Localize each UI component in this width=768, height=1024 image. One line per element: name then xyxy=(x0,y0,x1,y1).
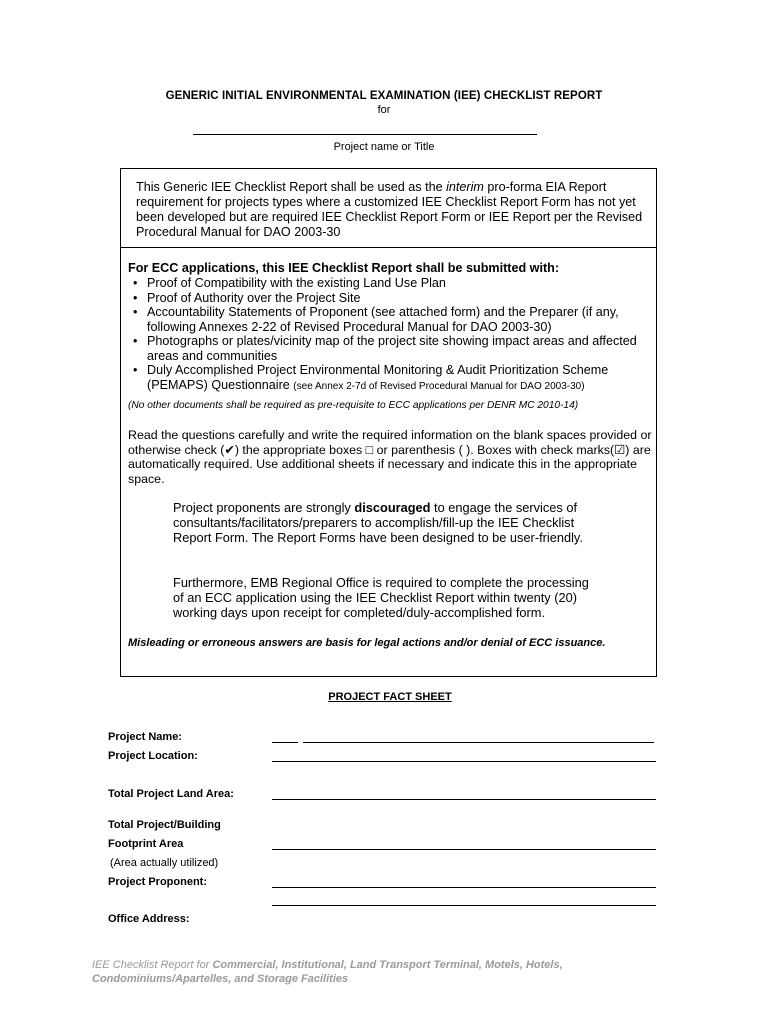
project-title-caption: Project name or Title xyxy=(333,141,435,153)
proponent-field[interactable] xyxy=(272,887,656,888)
footprint-label-1: Total Project/Building xyxy=(108,819,221,831)
land-area-label: Total Project Land Area: xyxy=(108,788,234,800)
processing-paragraph: Furthermore, EMB Regional Office is required to complete the processing of an ECC application using the IEE Checklist Report within twenty (20) working days upon receipt for completed/duly-accomplished form. xyxy=(173,575,589,621)
project-location-label: Project Location: xyxy=(108,750,198,762)
project-location-field[interactable] xyxy=(272,761,656,762)
proponent-field-2[interactable] xyxy=(272,905,656,906)
page-footer: IEE Checklist Report for Commercial, Institutional, Land Transport Terminal, Motels, Hotels, Condominiums/Apartelles, and Storage Facilities xyxy=(92,959,563,985)
proponent-label: Project Proponent: xyxy=(108,876,208,888)
list-item: • Proof of Compatibility with the existing Land Use Plan xyxy=(133,276,446,290)
requirements-box xyxy=(120,248,657,677)
intro-box xyxy=(120,168,657,248)
misleading-warning: Misleading or erroneous answers are basis for legal actions and/or denial of ECC issuance. xyxy=(128,637,606,649)
project-name-field-b[interactable] xyxy=(303,742,654,743)
footprint-field[interactable] xyxy=(272,849,656,850)
title-for: for xyxy=(377,104,391,116)
list-item: • Accountability Statements of Proponent (see attached form) and the Preparer (if any, following Annexes 2-22 of Revised Procedural Manual for DAO 2003-30) xyxy=(133,305,619,334)
requirements-list xyxy=(128,276,653,394)
document-title: GENERIC INITIAL ENVIRONMENTAL EXAMINATION (IEE) CHECKLIST REPORT xyxy=(165,90,603,102)
ecc-heading: For ECC applications, this IEE Checklist Report shall be submitted with: xyxy=(128,261,560,275)
requirements-note: (No other documents shall be required as pre-requisite to ECC applications per DENR MC 2010-14) xyxy=(128,400,579,411)
list-item: • Photographs or plates/vicinity map of the project site showing impact areas and affected areas and communities xyxy=(133,334,637,363)
list-item: • Duly Accomplished Project Environmental Monitoring & Audit Prioritization Scheme (PEMAPS) Questionnaire (see Annex 2-7d of Revised Procedural Manual for DAO 2003-30) xyxy=(133,363,609,392)
discouraged-paragraph: Project proponents are strongly discouraged to engage the services of consultants/facilitators/preparers to accomplish/fill-up the IEE Checklist Report Form. The Report Forms have been designed to be user-friendly. xyxy=(173,500,583,546)
intro-text: This Generic IEE Checklist Report shall be used as the interim pro-forma EIA Report requirement for projects types where a customized IEE Checklist Report Form has not yet been developed but are required IEE Checklist Report Form or IEE Report per the Revised Procedural Manual for DAO 2003-30 xyxy=(136,180,643,239)
check-mark-icon: ✔ xyxy=(224,442,235,457)
project-name-field-a[interactable] xyxy=(272,742,298,743)
list-item: • Proof of Authority over the Project Site xyxy=(133,290,361,305)
footprint-label-2: Footprint Area xyxy=(108,838,184,850)
land-area-field[interactable] xyxy=(272,799,656,800)
instructions-text: Read the questions carefully and write the required information on the blank spaces provided or otherwise check (✔) the appropriate boxes □ or parenthesis ( ). Boxes with check marks(☑) are automatically required. Use additional sheets if necessary and indicate this in the appropriate space. xyxy=(128,428,652,486)
project-title-line xyxy=(193,134,537,135)
office-address-label: Office Address: xyxy=(108,913,190,925)
project-name-label: Project Name: xyxy=(108,731,182,743)
fact-sheet-title: PROJECT FACT SHEET xyxy=(328,691,452,703)
area-note: (Area actually utilized) xyxy=(110,857,219,869)
